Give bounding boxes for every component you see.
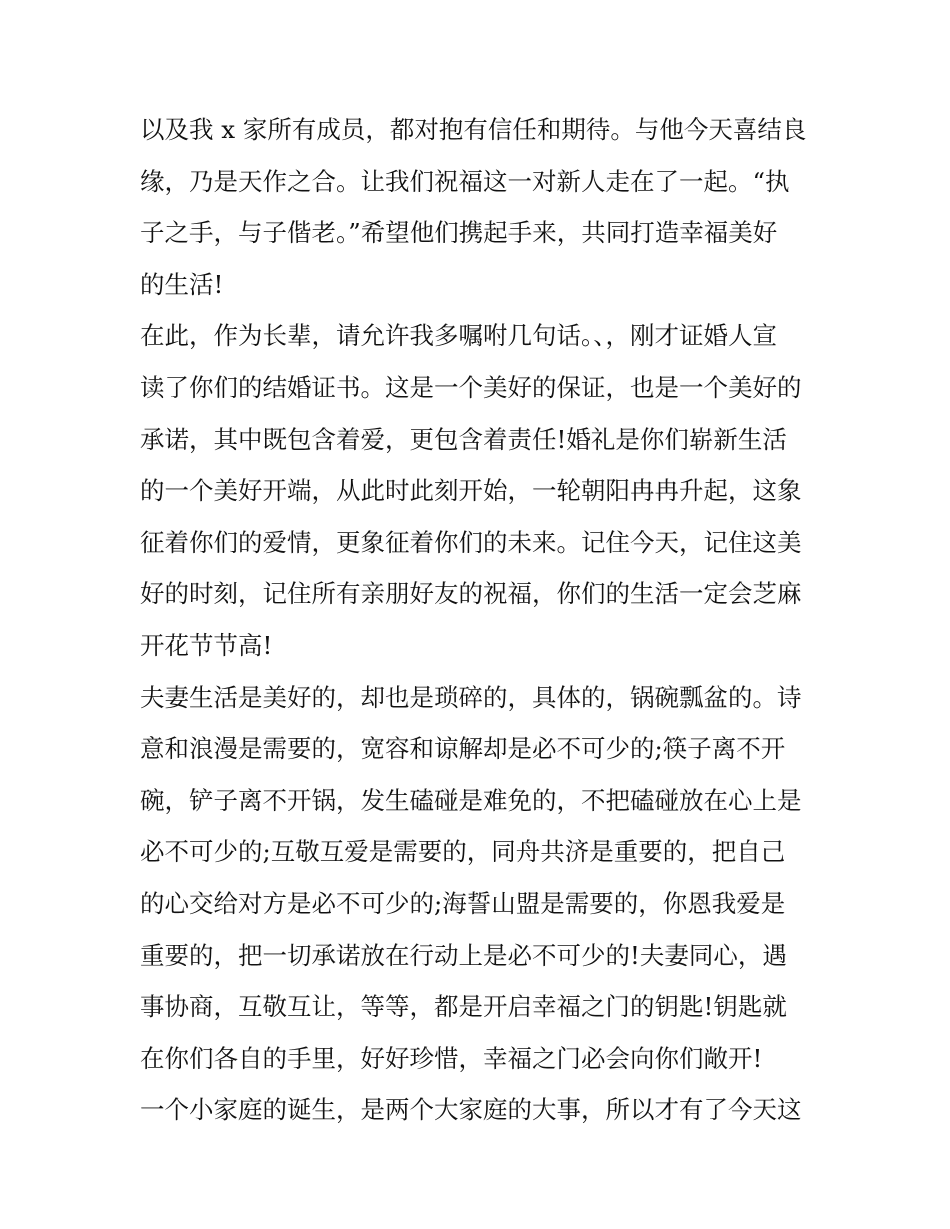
text-line: 的心交给对方是必不可少的;海誓山盟是需要的，你恩我爱是 xyxy=(140,888,786,918)
text-line: 一个小家庭的诞生，是两个大家庭的大事，所以才有了今天这 xyxy=(140,1095,802,1125)
text-line: 在此，作为长辈，请允许我多嘱咐几句话。、，刚才证婚人宣 xyxy=(140,321,777,351)
text-line: 子之手，与子偕老。”希望他们携起手来，共同打造幸福美好 xyxy=(140,218,778,248)
text-line: 意和浪漫是需要的，宽容和谅解却是必不可少的;筷子离不开 xyxy=(140,734,786,764)
text-line: 好的时刻，记住所有亲朋好友的祝福，你们的生活一定会芝麻 xyxy=(140,579,802,609)
text-line: 的生活! xyxy=(140,269,224,299)
text-line: 承诺，其中既包含着爱，更包含着责任!婚礼是你们崭新生活 xyxy=(140,424,787,454)
text-line: 重要的，把一切承诺放在行动上是必不可少的!夫妻同心，遇 xyxy=(140,940,787,970)
text-line: 事协商，互敬互让，等等，都是开启幸福之门的钥匙!钥匙就 xyxy=(140,992,787,1022)
text-line: 开花节节高! xyxy=(140,630,273,660)
text-line: 以及我 x 家所有成员，都对抱有信任和期待。与他今天喜结良 xyxy=(140,115,807,144)
speech-text xyxy=(140,104,820,1136)
text-line: 征着你们的爱情，更象征着你们的未来。记住今天，记住这美 xyxy=(140,527,802,557)
text-line: 在你们各自的手里，好好珍惜，幸福之门必会向你们敞开! xyxy=(140,1043,763,1073)
text-line: 的一个美好开端，从此时此刻开始，一轮朝阳冉冉升起，这象 xyxy=(140,476,802,506)
text-line: 缘，乃是天作之合。让我们祝福这一对新人走在了一起。“执 xyxy=(140,166,790,196)
text-line: 读了你们的结婚证书。这是一个美好的保证，也是一个美好的 xyxy=(140,372,802,402)
text-line: 必不可少的;互敬互爱是需要的，同舟共济是重要的，把自己 xyxy=(140,837,786,867)
text-line: 碗，铲子离不开锅，发生磕碰是难免的，不把磕碰放在心上是 xyxy=(140,785,802,815)
text-line: 夫妻生活是美好的，却也是琐碎的，具体的，锅碗瓢盆的。诗 xyxy=(140,682,802,712)
